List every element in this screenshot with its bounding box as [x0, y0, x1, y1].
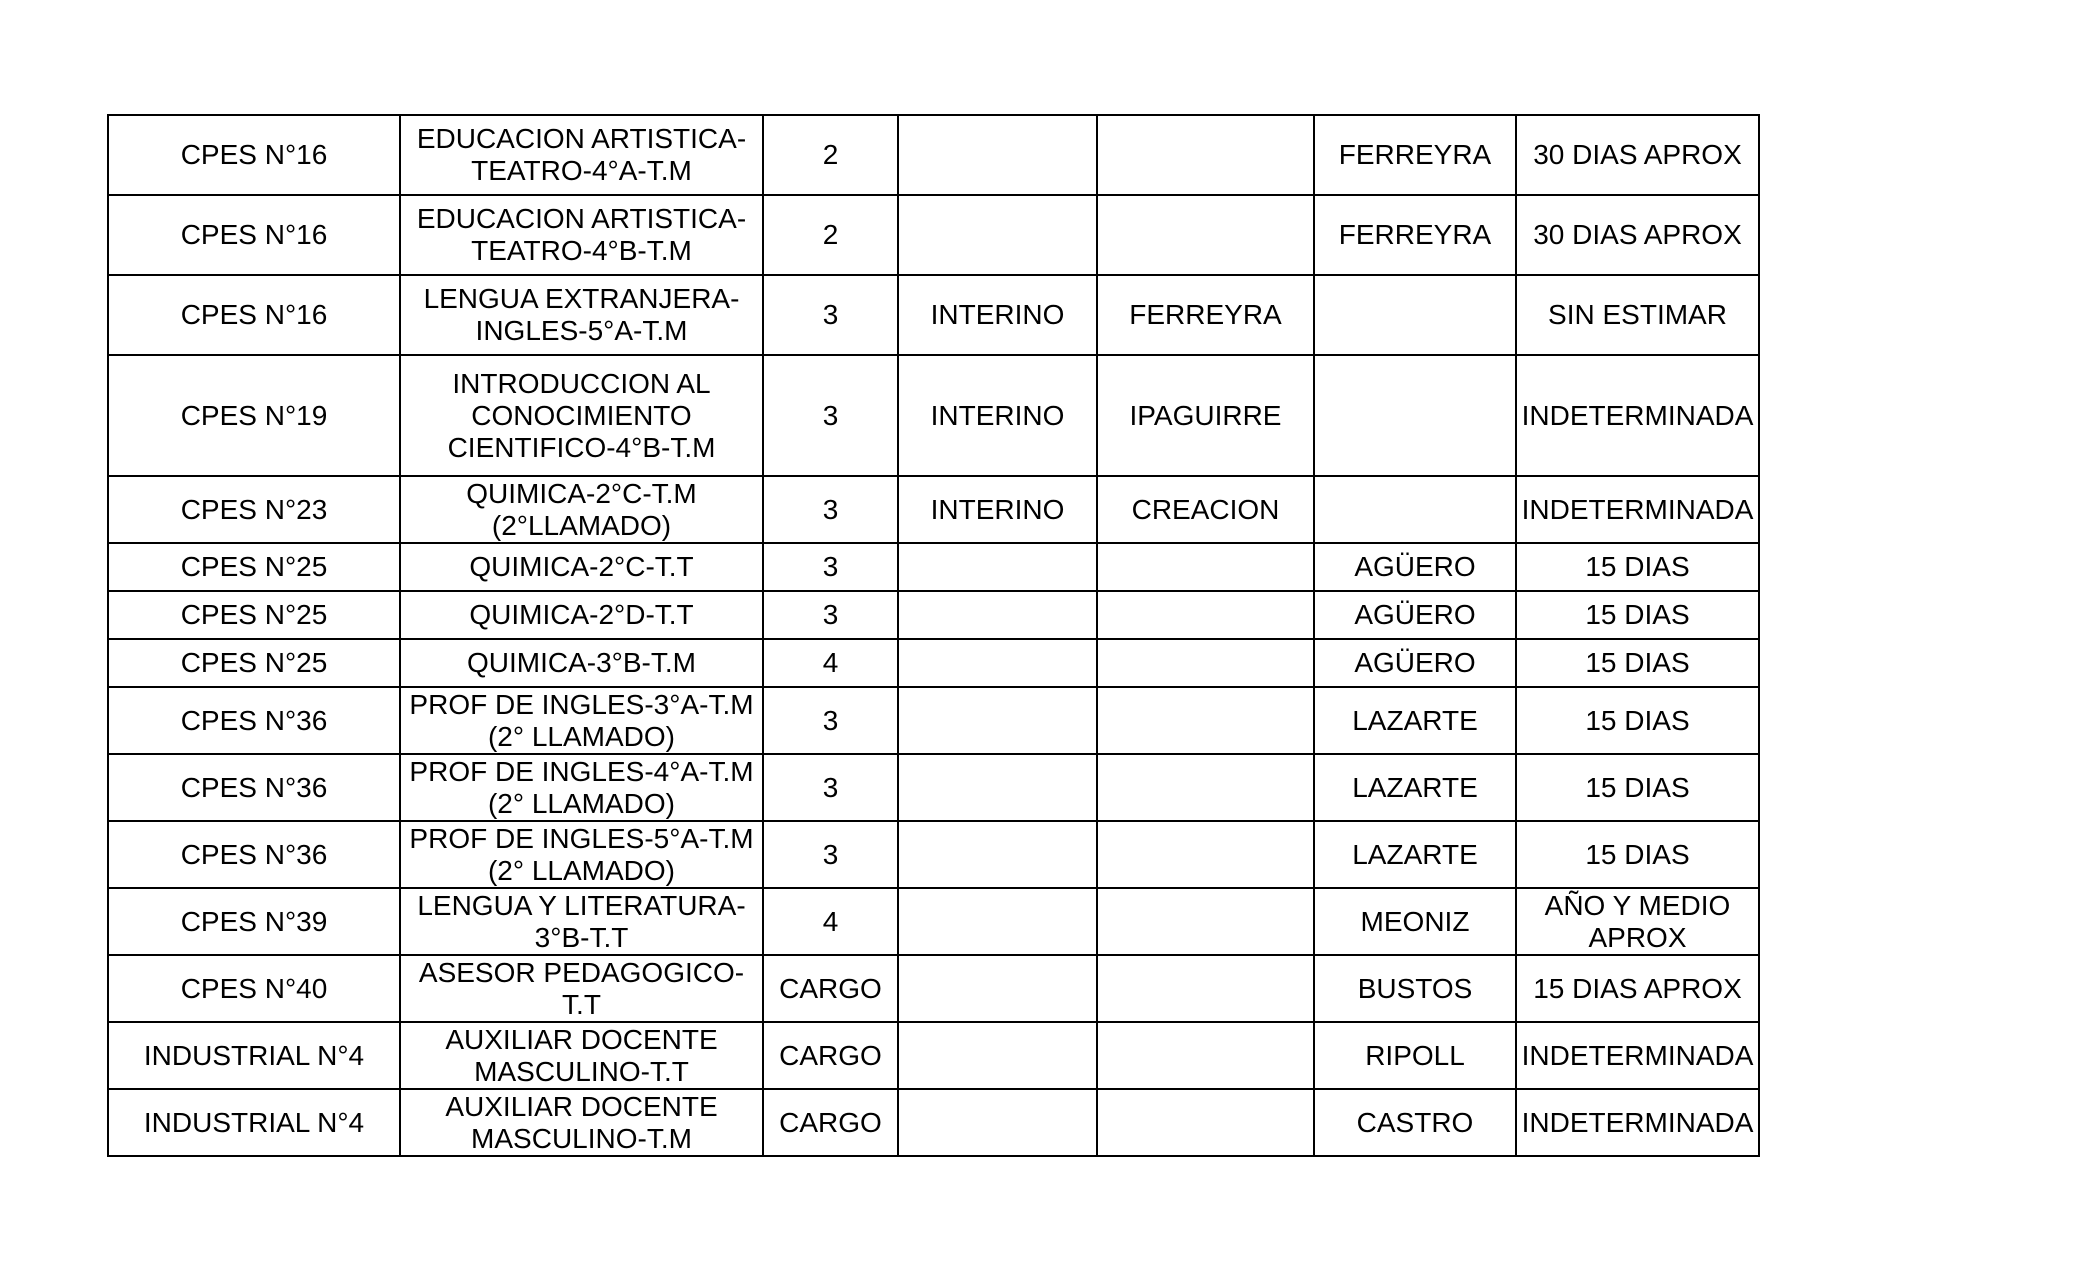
duration-cell: SIN ESTIMAR [1516, 275, 1759, 355]
holder-cell: FERREYRA [1314, 115, 1516, 195]
school-cell: CPES N°39 [108, 888, 400, 955]
school-cell: CPES N°23 [108, 476, 400, 543]
holder-cell: AGÜERO [1314, 639, 1516, 687]
subject-cell: QUIMICA-2°D-T.T [400, 591, 763, 639]
reason-cell [1097, 115, 1314, 195]
school-cell: CPES N°16 [108, 115, 400, 195]
duration-cell: AÑO Y MEDIO APROX [1516, 888, 1759, 955]
table-row [108, 275, 1759, 355]
reason-cell [1097, 754, 1314, 821]
school-cell: CPES N°36 [108, 821, 400, 888]
duration-cell: INDETERMINADA [1516, 355, 1759, 476]
hours-cell: CARGO [763, 1022, 898, 1089]
school-cell: CPES N°36 [108, 754, 400, 821]
hours-cell: 3 [763, 821, 898, 888]
reason-cell [1097, 821, 1314, 888]
holder-cell: MEONIZ [1314, 888, 1516, 955]
table-row [108, 476, 1759, 543]
status-cell [898, 543, 1097, 591]
holder-cell: RIPOLL [1314, 1022, 1516, 1089]
subject-cell: EDUCACION ARTISTICA- TEATRO-4°B-T.M [400, 195, 763, 275]
hours-cell: 2 [763, 115, 898, 195]
vacancy-table-body [108, 115, 1759, 1156]
duration-cell: 15 DIAS [1516, 591, 1759, 639]
duration-cell: 15 DIAS [1516, 821, 1759, 888]
reason-cell [1097, 1022, 1314, 1089]
subject-cell: LENGUA EXTRANJERA- INGLES-5°A-T.M [400, 275, 763, 355]
school-cell: CPES N°16 [108, 275, 400, 355]
status-cell [898, 955, 1097, 1022]
status-cell: INTERINO [898, 275, 1097, 355]
hours-cell: 3 [763, 476, 898, 543]
table-row [108, 195, 1759, 275]
status-cell [898, 1089, 1097, 1156]
school-cell: CPES N°19 [108, 355, 400, 476]
reason-cell: IPAGUIRRE [1097, 355, 1314, 476]
status-cell [898, 639, 1097, 687]
holder-cell: LAZARTE [1314, 821, 1516, 888]
table-row [108, 639, 1759, 687]
reason-cell [1097, 1089, 1314, 1156]
school-cell: INDUSTRIAL N°4 [108, 1022, 400, 1089]
holder-cell: LAZARTE [1314, 687, 1516, 754]
holder-cell: BUSTOS [1314, 955, 1516, 1022]
reason-cell [1097, 955, 1314, 1022]
subject-cell: QUIMICA-2°C-T.T [400, 543, 763, 591]
hours-cell: 3 [763, 355, 898, 476]
duration-cell: 30 DIAS APROX [1516, 195, 1759, 275]
status-cell [898, 687, 1097, 754]
status-cell: INTERINO [898, 476, 1097, 543]
school-cell: CPES N°40 [108, 955, 400, 1022]
table-row [108, 955, 1759, 1022]
school-cell: INDUSTRIAL N°4 [108, 1089, 400, 1156]
holder-cell [1314, 355, 1516, 476]
school-cell: CPES N°25 [108, 639, 400, 687]
holder-cell: AGÜERO [1314, 543, 1516, 591]
holder-cell: LAZARTE [1314, 754, 1516, 821]
status-cell [898, 821, 1097, 888]
table-row [108, 754, 1759, 821]
duration-cell: 15 DIAS [1516, 687, 1759, 754]
reason-cell: FERREYRA [1097, 275, 1314, 355]
hours-cell: CARGO [763, 1089, 898, 1156]
subject-cell: AUXILIAR DOCENTE MASCULINO-T.T [400, 1022, 763, 1089]
reason-cell [1097, 888, 1314, 955]
subject-cell: ASESOR PEDAGOGICO- T.T [400, 955, 763, 1022]
duration-cell: 15 DIAS APROX [1516, 955, 1759, 1022]
table-row [108, 888, 1759, 955]
table-row [108, 821, 1759, 888]
subject-cell: QUIMICA-2°C-T.M (2°LLAMADO) [400, 476, 763, 543]
subject-cell: INTRODUCCION AL CONOCIMIENTO CIENTIFICO-4°B-T.M [400, 355, 763, 476]
reason-cell [1097, 591, 1314, 639]
hours-cell: 3 [763, 591, 898, 639]
status-cell [898, 1022, 1097, 1089]
duration-cell: 15 DIAS [1516, 754, 1759, 821]
table-row [108, 115, 1759, 195]
holder-cell: CASTRO [1314, 1089, 1516, 1156]
subject-cell: PROF DE INGLES-4°A-T.M (2° LLAMADO) [400, 754, 763, 821]
holder-cell: AGÜERO [1314, 591, 1516, 639]
subject-cell: EDUCACION ARTISTICA- TEATRO-4°A-T.M [400, 115, 763, 195]
school-cell: CPES N°25 [108, 543, 400, 591]
duration-cell: INDETERMINADA [1516, 1022, 1759, 1089]
table-row [108, 591, 1759, 639]
holder-cell [1314, 275, 1516, 355]
status-cell: INTERINO [898, 355, 1097, 476]
holder-cell: FERREYRA [1314, 195, 1516, 275]
reason-cell [1097, 639, 1314, 687]
school-cell: CPES N°25 [108, 591, 400, 639]
hours-cell: 2 [763, 195, 898, 275]
hours-cell: CARGO [763, 955, 898, 1022]
duration-cell: INDETERMINADA [1516, 1089, 1759, 1156]
vacancy-table [107, 114, 1760, 1157]
table-row [108, 1022, 1759, 1089]
subject-cell: QUIMICA-3°B-T.M [400, 639, 763, 687]
subject-cell: PROF DE INGLES-3°A-T.M (2° LLAMADO) [400, 687, 763, 754]
school-cell: CPES N°16 [108, 195, 400, 275]
hours-cell: 3 [763, 754, 898, 821]
status-cell [898, 888, 1097, 955]
status-cell [898, 591, 1097, 639]
hours-cell: 3 [763, 275, 898, 355]
subject-cell: AUXILIAR DOCENTE MASCULINO-T.M [400, 1089, 763, 1156]
reason-cell [1097, 543, 1314, 591]
duration-cell: 30 DIAS APROX [1516, 115, 1759, 195]
hours-cell: 3 [763, 543, 898, 591]
holder-cell [1314, 476, 1516, 543]
hours-cell: 3 [763, 687, 898, 754]
school-cell: CPES N°36 [108, 687, 400, 754]
table-row [108, 355, 1759, 476]
status-cell [898, 754, 1097, 821]
subject-cell: LENGUA Y LITERATURA- 3°B-T.T [400, 888, 763, 955]
duration-cell: INDETERMINADA [1516, 476, 1759, 543]
status-cell [898, 115, 1097, 195]
table-row [108, 543, 1759, 591]
table-row [108, 1089, 1759, 1156]
reason-cell [1097, 687, 1314, 754]
duration-cell: 15 DIAS [1516, 543, 1759, 591]
status-cell [898, 195, 1097, 275]
hours-cell: 4 [763, 888, 898, 955]
subject-cell: PROF DE INGLES-5°A-T.M (2° LLAMADO) [400, 821, 763, 888]
duration-cell: 15 DIAS [1516, 639, 1759, 687]
reason-cell: CREACION [1097, 476, 1314, 543]
table-row [108, 687, 1759, 754]
hours-cell: 4 [763, 639, 898, 687]
reason-cell [1097, 195, 1314, 275]
